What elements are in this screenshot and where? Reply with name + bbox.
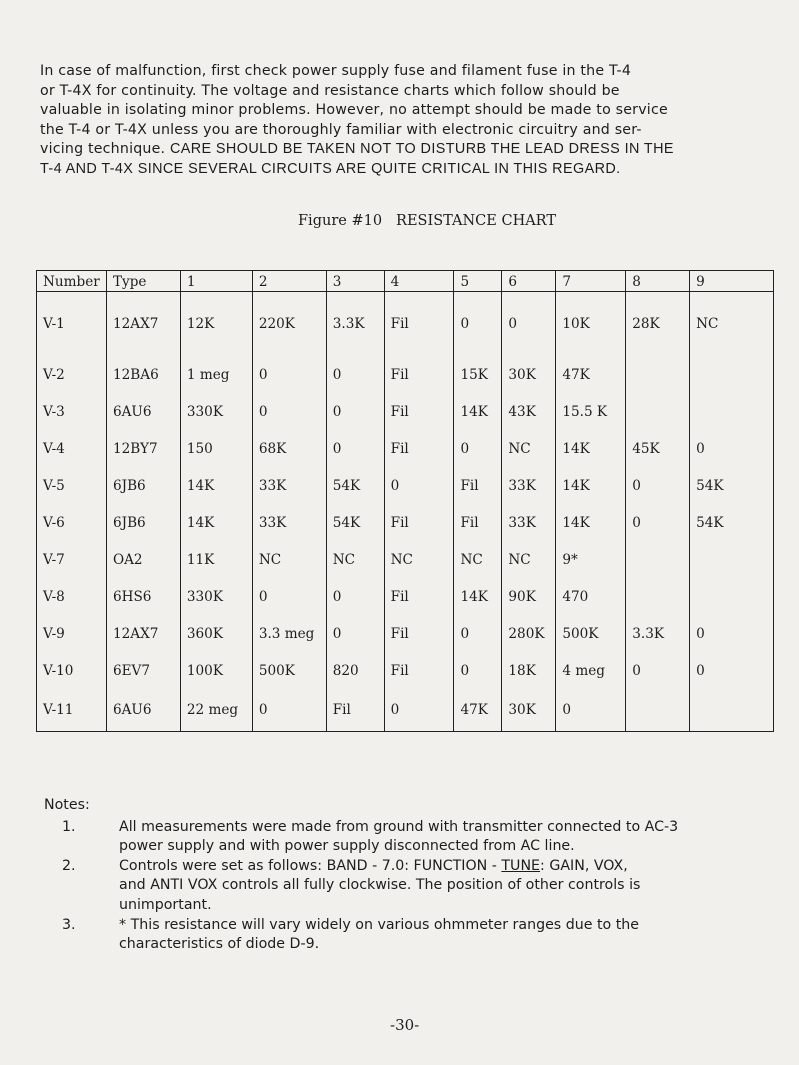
note-number: 2. xyxy=(62,857,76,874)
resistance-cell: 0 xyxy=(626,504,690,541)
resistance-cell: 3.3K xyxy=(626,615,690,652)
resistance-cell: 54K xyxy=(326,504,384,541)
resistance-cell: NC xyxy=(454,541,502,578)
resistance-cell: 14K xyxy=(454,578,502,615)
column-header: 5 xyxy=(454,271,502,292)
table-row xyxy=(37,356,774,393)
resistance-cell: 0 xyxy=(326,430,384,467)
column-header: 4 xyxy=(384,271,454,292)
column-header: 9 xyxy=(690,271,774,292)
tube-type-cell: 12AX7 xyxy=(106,292,180,357)
resistance-cell: 0 xyxy=(326,356,384,393)
note-text: : GAIN, VOX, xyxy=(540,857,628,874)
tube-number-cell: V-4 xyxy=(37,430,107,467)
column-header: 2 xyxy=(252,271,326,292)
tube-type-cell: 6JB6 xyxy=(106,504,180,541)
tune-setting: TUNE xyxy=(501,857,541,874)
resistance-cell: 0 xyxy=(454,430,502,467)
table-row xyxy=(37,541,774,578)
resistance-cell xyxy=(690,578,774,615)
column-header: Type xyxy=(106,271,180,292)
resistance-cell: NC xyxy=(690,292,774,357)
resistance-chart-table xyxy=(36,270,774,732)
resistance-cell: 0 xyxy=(252,393,326,430)
resistance-cell: 280K xyxy=(502,615,556,652)
resistance-cell: 33K xyxy=(502,504,556,541)
resistance-cell: NC xyxy=(384,541,454,578)
note-line: and ANTI VOX controls all fully clockwise. The position of other controls is xyxy=(119,877,641,894)
tube-number-cell: V-9 xyxy=(37,615,107,652)
resistance-cell xyxy=(626,356,690,393)
intro-line: In case of malfunction, first check power supply fuse and filament fuse in the T-4 xyxy=(40,63,632,79)
resistance-cell xyxy=(626,541,690,578)
resistance-cell: 0 xyxy=(326,393,384,430)
resistance-cell: 0 xyxy=(690,615,774,652)
resistance-cell: 12K xyxy=(180,292,252,357)
column-header: 1 xyxy=(180,271,252,292)
resistance-cell: 0 xyxy=(252,578,326,615)
note-item xyxy=(44,916,784,955)
resistance-cell: 500K xyxy=(556,615,626,652)
resistance-cell: 18K xyxy=(502,652,556,689)
resistance-cell: 28K xyxy=(626,292,690,357)
table-row xyxy=(37,689,774,732)
resistance-cell: 0 xyxy=(454,615,502,652)
resistance-cell: Fil xyxy=(384,615,454,652)
resistance-cell: Fil xyxy=(326,689,384,732)
table-row xyxy=(37,578,774,615)
resistance-cell: 0 xyxy=(626,467,690,504)
resistance-cell: 54K xyxy=(690,467,774,504)
resistance-cell: Fil xyxy=(384,356,454,393)
resistance-cell: 360K xyxy=(180,615,252,652)
resistance-cell: NC xyxy=(502,430,556,467)
resistance-cell: Fil xyxy=(384,652,454,689)
resistance-cell: 30K xyxy=(502,689,556,732)
tube-number-cell: V-1 xyxy=(37,292,107,357)
table-row xyxy=(37,467,774,504)
tube-number-cell: V-5 xyxy=(37,467,107,504)
note-line: unimportant. xyxy=(119,896,212,913)
page-number: -30- xyxy=(390,1016,420,1034)
tube-type-cell: OA2 xyxy=(106,541,180,578)
table-row xyxy=(37,652,774,689)
resistance-cell: 33K xyxy=(252,467,326,504)
resistance-cell: 90K xyxy=(502,578,556,615)
figure-label: Figure #10 xyxy=(298,213,383,229)
resistance-cell: 0 xyxy=(556,689,626,732)
resistance-cell: 100K xyxy=(180,652,252,689)
tube-number-cell: V-8 xyxy=(37,578,107,615)
intro-text: vicing technique. xyxy=(40,141,170,158)
resistance-cell xyxy=(690,689,774,732)
column-header: 7 xyxy=(556,271,626,292)
resistance-cell: 3.3K xyxy=(326,292,384,357)
resistance-cell xyxy=(690,356,774,393)
table-row xyxy=(37,504,774,541)
resistance-cell: 22 meg xyxy=(180,689,252,732)
resistance-cell: 330K xyxy=(180,578,252,615)
resistance-cell xyxy=(626,578,690,615)
table-row xyxy=(37,430,774,467)
resistance-cell: 0 xyxy=(690,652,774,689)
tube-number-cell: V-10 xyxy=(37,652,107,689)
resistance-cell: NC xyxy=(326,541,384,578)
tube-number-cell: V-6 xyxy=(37,504,107,541)
resistance-cell: 30K xyxy=(502,356,556,393)
tube-type-cell: 6HS6 xyxy=(106,578,180,615)
column-header: 3 xyxy=(326,271,384,292)
resistance-cell: 14K xyxy=(556,467,626,504)
intro-line: the T-4 or T-4X unless you are thoroughly familiar with electronic circuitry and ser- xyxy=(40,121,642,138)
column-header: 8 xyxy=(626,271,690,292)
resistance-cell: Fil xyxy=(384,393,454,430)
resistance-cell: 47K xyxy=(454,689,502,732)
note-line: characteristics of diode D-9. xyxy=(119,936,320,953)
resistance-cell: 11K xyxy=(180,541,252,578)
resistance-cell xyxy=(626,393,690,430)
resistance-cell: 14K xyxy=(454,393,502,430)
resistance-cell: 14K xyxy=(180,467,252,504)
resistance-cell: 820 xyxy=(326,652,384,689)
resistance-cell: 0 xyxy=(252,689,326,732)
tube-type-cell: 6AU6 xyxy=(106,689,180,732)
notes-heading: Notes: xyxy=(44,797,90,813)
intro-paragraph xyxy=(40,62,780,180)
tube-type-cell: 6AU6 xyxy=(106,393,180,430)
resistance-cell: 10K xyxy=(556,292,626,357)
intro-line: or T-4X for continuity. The voltage and resistance charts which follow should be xyxy=(40,82,620,99)
resistance-cell: 54K xyxy=(326,467,384,504)
resistance-cell xyxy=(690,541,774,578)
resistance-cell: Fil xyxy=(454,467,502,504)
resistance-cell: Fil xyxy=(384,504,454,541)
note-line xyxy=(119,857,784,877)
resistance-cell: 0 xyxy=(454,652,502,689)
resistance-cell: 500K xyxy=(252,652,326,689)
resistance-cell: 14K xyxy=(556,504,626,541)
resistance-cell: 470 xyxy=(556,578,626,615)
resistance-cell: 43K xyxy=(502,393,556,430)
table-row xyxy=(37,393,774,430)
resistance-cell: 47K xyxy=(556,356,626,393)
resistance-cell: Fil xyxy=(384,578,454,615)
resistance-cell: 0 xyxy=(326,615,384,652)
resistance-cell: 220K xyxy=(252,292,326,357)
resistance-cell: Fil xyxy=(454,504,502,541)
resistance-cell: 14K xyxy=(180,504,252,541)
resistance-cell: 0 xyxy=(502,292,556,357)
figure-title: RESISTANCE CHART xyxy=(396,213,557,229)
resistance-cell: 9* xyxy=(556,541,626,578)
resistance-cell xyxy=(690,393,774,430)
resistance-cell: 0 xyxy=(384,689,454,732)
resistance-cell: 0 xyxy=(252,356,326,393)
resistance-cell: NC xyxy=(252,541,326,578)
column-header: Number xyxy=(37,271,107,292)
tube-number-cell: V-11 xyxy=(37,689,107,732)
tube-type-cell: 6EV7 xyxy=(106,652,180,689)
resistance-cell: NC xyxy=(502,541,556,578)
caution-text: CARE SHOULD BE TAKEN NOT TO DISTURB THE LEAD DRESS IN THE xyxy=(169,141,674,158)
resistance-cell: 3.3 meg xyxy=(252,615,326,652)
note-number: 3. xyxy=(62,916,76,933)
resistance-cell xyxy=(626,689,690,732)
note-line: All measurements were made from ground with transmitter connected to AC-3 xyxy=(119,818,679,835)
resistance-cell: 0 xyxy=(384,467,454,504)
intro-line xyxy=(40,140,780,160)
resistance-cell: 330K xyxy=(180,393,252,430)
column-header: 6 xyxy=(502,271,556,292)
table-row xyxy=(37,615,774,652)
resistance-cell: 0 xyxy=(326,578,384,615)
resistance-cell: 14K xyxy=(556,430,626,467)
resistance-cell: 0 xyxy=(626,652,690,689)
table-row xyxy=(37,292,774,357)
resistance-cell: 15K xyxy=(454,356,502,393)
table-body xyxy=(37,292,774,732)
notes-section xyxy=(44,796,784,955)
caution-text: T-4 AND T-4X SINCE SEVERAL CIRCUITS ARE QUITE CRITICAL IN THIS REGARD. xyxy=(40,160,621,177)
note-text: Controls were set as follows: BAND - 7.0: FUNCTION - xyxy=(119,857,502,874)
note-item xyxy=(44,818,784,857)
tube-type-cell: 12BA6 xyxy=(106,356,180,393)
table-header-row xyxy=(37,271,774,292)
resistance-cell: 15.5 K xyxy=(556,393,626,430)
resistance-cell: 45K xyxy=(626,430,690,467)
resistance-cell: 0 xyxy=(454,292,502,357)
tube-number-cell: V-3 xyxy=(37,393,107,430)
tube-type-cell: 6JB6 xyxy=(106,467,180,504)
tube-number-cell: V-7 xyxy=(37,541,107,578)
resistance-cell: 0 xyxy=(690,430,774,467)
resistance-cell: 33K xyxy=(252,504,326,541)
tube-type-cell: 12BY7 xyxy=(106,430,180,467)
note-line: * This resistance will vary widely on various ohmmeter ranges due to the xyxy=(119,916,639,933)
note-line: power supply and with power supply disconnected from AC line. xyxy=(119,838,575,855)
resistance-cell: Fil xyxy=(384,430,454,467)
tube-type-cell: 12AX7 xyxy=(106,615,180,652)
note-number: 1. xyxy=(62,818,76,835)
figure-caption xyxy=(298,213,570,229)
resistance-cell: 4 meg xyxy=(556,652,626,689)
note-item xyxy=(44,857,784,916)
resistance-cell: 68K xyxy=(252,430,326,467)
resistance-cell: 33K xyxy=(502,467,556,504)
resistance-cell: 54K xyxy=(690,504,774,541)
resistance-cell: 1 meg xyxy=(180,356,252,393)
resistance-cell: 150 xyxy=(180,430,252,467)
resistance-cell: Fil xyxy=(384,292,454,357)
tube-number-cell: V-2 xyxy=(37,356,107,393)
intro-line: valuable in isolating minor problems. However, no attempt should be made to service xyxy=(40,102,668,119)
